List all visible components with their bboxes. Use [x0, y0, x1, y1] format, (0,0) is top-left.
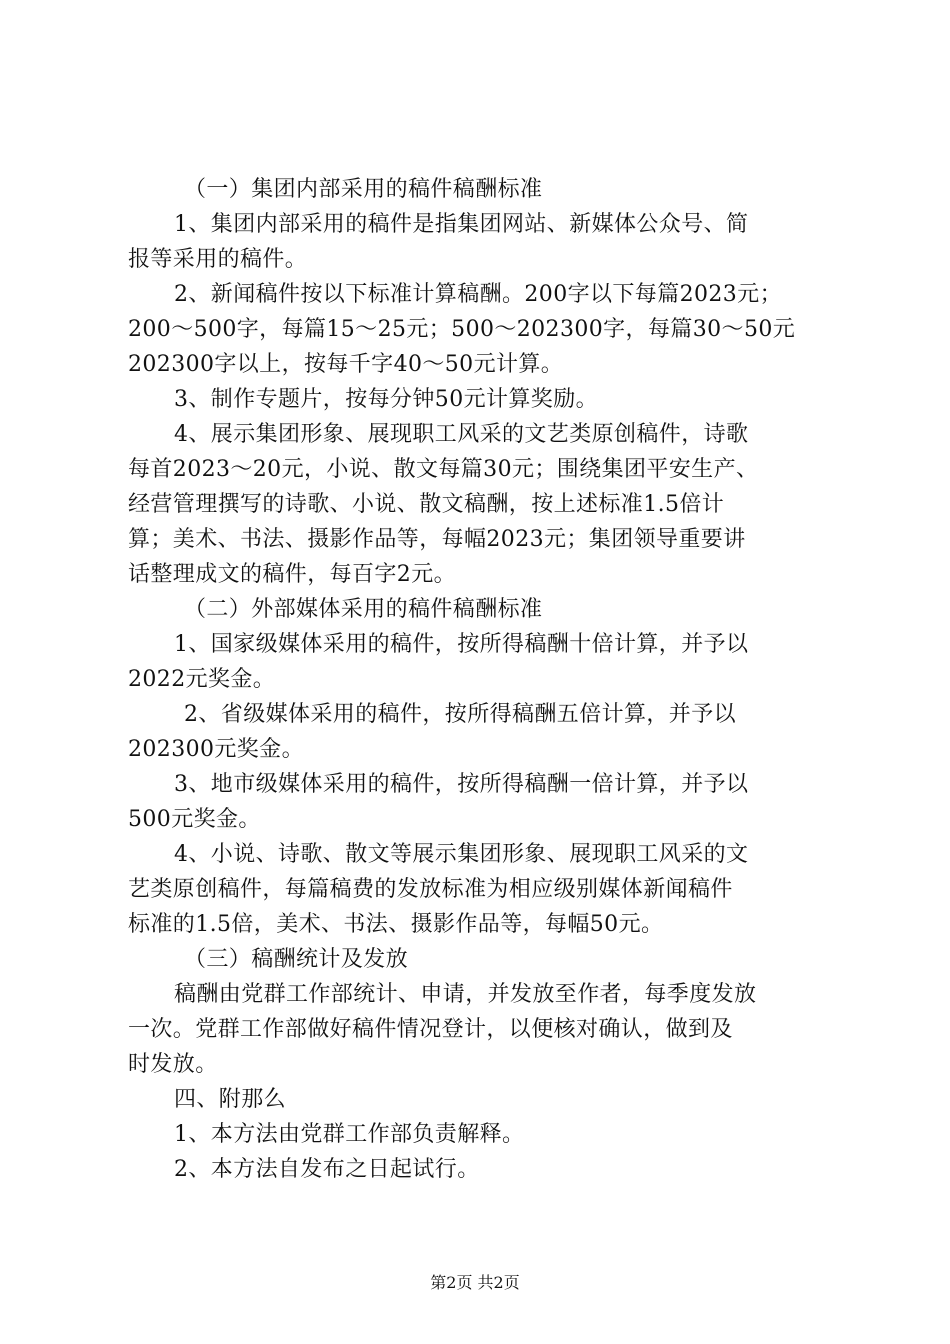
text-line: 4、展示集团形象、展现职工风采的文艺类原创稿件，诗歌	[174, 422, 749, 447]
text-line: 时发放。	[128, 1052, 218, 1077]
text-line: 202300元奖金。	[128, 737, 304, 762]
text-line: 稿酬由党群工作部统计、申请，并发放至作者，每季度发放	[174, 982, 757, 1007]
text-line: 艺类原创稿件，每篇稿费的发放标准为相应级别媒体新闻稿件	[128, 877, 733, 902]
text-line: 3、地市级媒体采用的稿件，按所得稿酬一倍计算，并予以	[174, 772, 749, 797]
text-line: 算；美术、书法、摄影作品等，每幅2023元；集团领导重要讲	[128, 527, 746, 552]
text-line: 1、国家级媒体采用的稿件，按所得稿酬十倍计算，并予以	[174, 632, 749, 657]
text-line: （二）外部媒体采用的稿件稿酬标准	[184, 597, 543, 622]
document-body	[128, 172, 840, 1187]
text-line: 2、省级媒体采用的稿件，按所得稿酬五倍计算，并予以	[184, 702, 736, 727]
text-line: 一次。党群工作部做好稿件情况登计，以便核对确认，做到及	[128, 1017, 733, 1042]
text-line: 3、制作专题片，按每分钟50元计算奖励。	[174, 387, 598, 412]
text-line: 经营管理撰写的诗歌、小说、散文稿酬，按上述标准1.5倍计	[128, 492, 725, 517]
text-line: 4、小说、诗歌、散文等展示集团形象、展现职工风采的文	[174, 842, 749, 867]
text-line: 202300字以上，按每千字40～50元计算。	[128, 352, 564, 377]
text-line: 1、集团内部采用的稿件是指集团网站、新媒体公众号、简	[174, 212, 749, 237]
text-line: （三）稿酬统计及发放	[184, 947, 409, 972]
text-line: 2、新闻稿件按以下标准计算稿酬。200字以下每篇2023元；	[174, 282, 782, 307]
text-line: 1、本方法由党群工作部负责解释。	[174, 1122, 525, 1147]
text-line: 报等采用的稿件。	[128, 247, 308, 272]
text-line: 2、本方法自发布之日起试行。	[174, 1157, 480, 1182]
text-line: 2022元奖金。	[128, 667, 276, 692]
text-line: 每首2023～20元，小说、散文每篇30元；围绕集团平安生产、	[128, 457, 759, 482]
page-footer: 第2页 共2页	[430, 1273, 520, 1292]
text-line: 话整理成文的稿件，每百字2元。	[128, 562, 456, 587]
text-line: 200～500字，每篇15～25元；500～202300字，每篇30～50元	[128, 317, 796, 342]
text-line: （一）集团内部采用的稿件稿酬标准	[184, 177, 543, 202]
text-line: 500元奖金。	[128, 807, 261, 832]
text-line: 四、附那么	[174, 1087, 287, 1112]
text-line: 标准的1.5倍，美术、书法、摄影作品等，每幅50元。	[128, 912, 664, 937]
